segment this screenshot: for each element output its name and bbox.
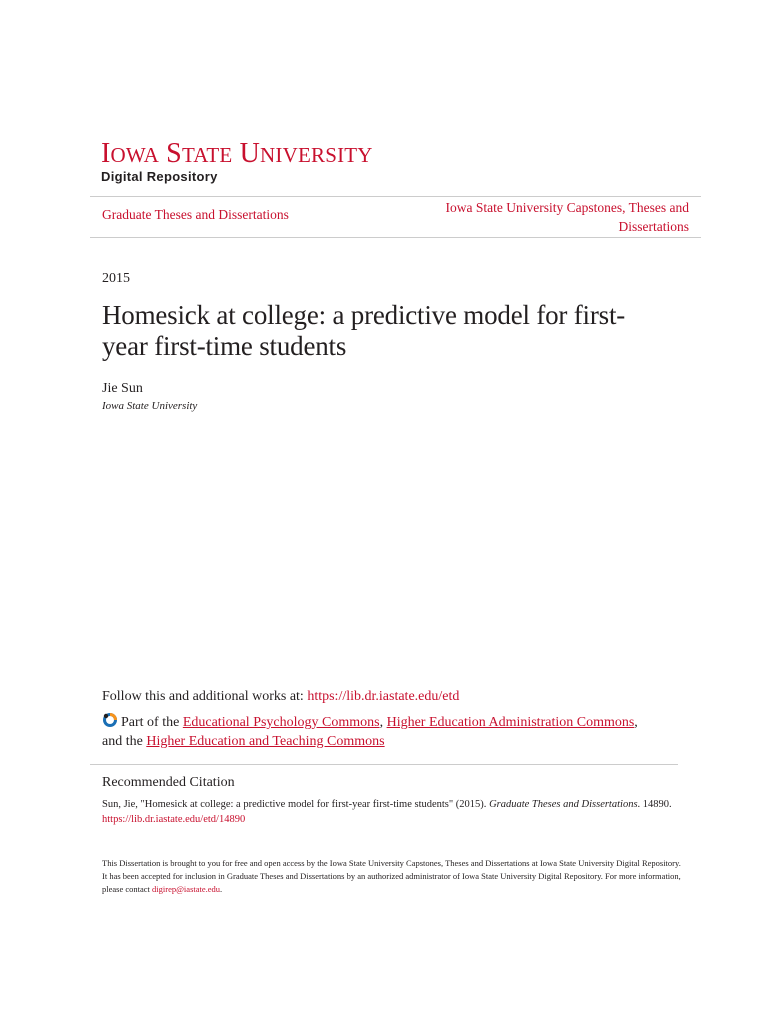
follow-prefix: Follow this and additional works at: — [102, 689, 308, 704]
recommended-citation-heading: Recommended Citation — [102, 775, 235, 790]
publication-year: 2015 — [102, 271, 130, 286]
higher-education-administration-commons-link[interactable]: Higher Education Administration Commons — [386, 715, 635, 730]
contact-email-link[interactable]: digirep@iastate.edu — [152, 884, 221, 894]
iowa-state-university-logo[interactable] — [101, 140, 373, 184]
citation-text — [102, 797, 682, 827]
citation-suffix: . 14890. — [637, 799, 672, 810]
citation-divider — [90, 764, 678, 765]
higher-education-teaching-commons-link[interactable]: Higher Education and Teaching Commons — [146, 734, 385, 749]
author-name: Jie Sun — [102, 381, 143, 396]
citation-url-link[interactable]: https://lib.dr.iastate.edu/etd/14890 — [102, 814, 246, 825]
footer-notice — [102, 857, 682, 896]
part-of-prefix: Part of the — [121, 715, 183, 730]
logo-subtitle: Digital Repository — [101, 169, 218, 184]
citation-prefix: Sun, Jie, "Homesick at college: a predictive model for first-year first-time students" (2015). — [102, 799, 490, 810]
header-bottom-divider — [90, 237, 701, 238]
citation-series: Graduate Theses and Dissertations — [489, 799, 638, 810]
footer-text: This Dissertation is brought to you for free and open access by the Iowa State University Capstones, Theses and Dissertations at Iowa State University Digital Repository. It has been accepted for inclusion in Graduate Theses and Dissertations by an authorized administrator of Iowa State University Digital Repository. For more information, please contact — [102, 858, 681, 894]
capstones-collection-link[interactable]: Iowa State University Capstones, Theses and Dissertations — [445, 200, 689, 234]
follow-line — [102, 689, 459, 705]
and-the-text: and the — [102, 734, 147, 749]
footer-end: . — [220, 884, 223, 894]
network-commons-icon — [102, 712, 120, 728]
logo-wordmark: IOWA STATE UNIVERSITY — [101, 138, 373, 169]
document-title: Homesick at college: a predictive model for first-year first-time students — [102, 300, 626, 361]
author-affiliation: Iowa State University — [102, 400, 198, 412]
header-top-divider — [90, 196, 701, 197]
separator: , — [379, 715, 387, 730]
part-of-commons — [102, 712, 662, 751]
educational-psychology-commons-link[interactable]: Educational Psychology Commons — [182, 715, 380, 730]
separator: , — [634, 715, 638, 730]
graduate-theses-link[interactable]: Graduate Theses and Dissertations — [102, 207, 289, 222]
follow-url-link[interactable]: https://lib.dr.iastate.edu/etd — [307, 689, 460, 704]
